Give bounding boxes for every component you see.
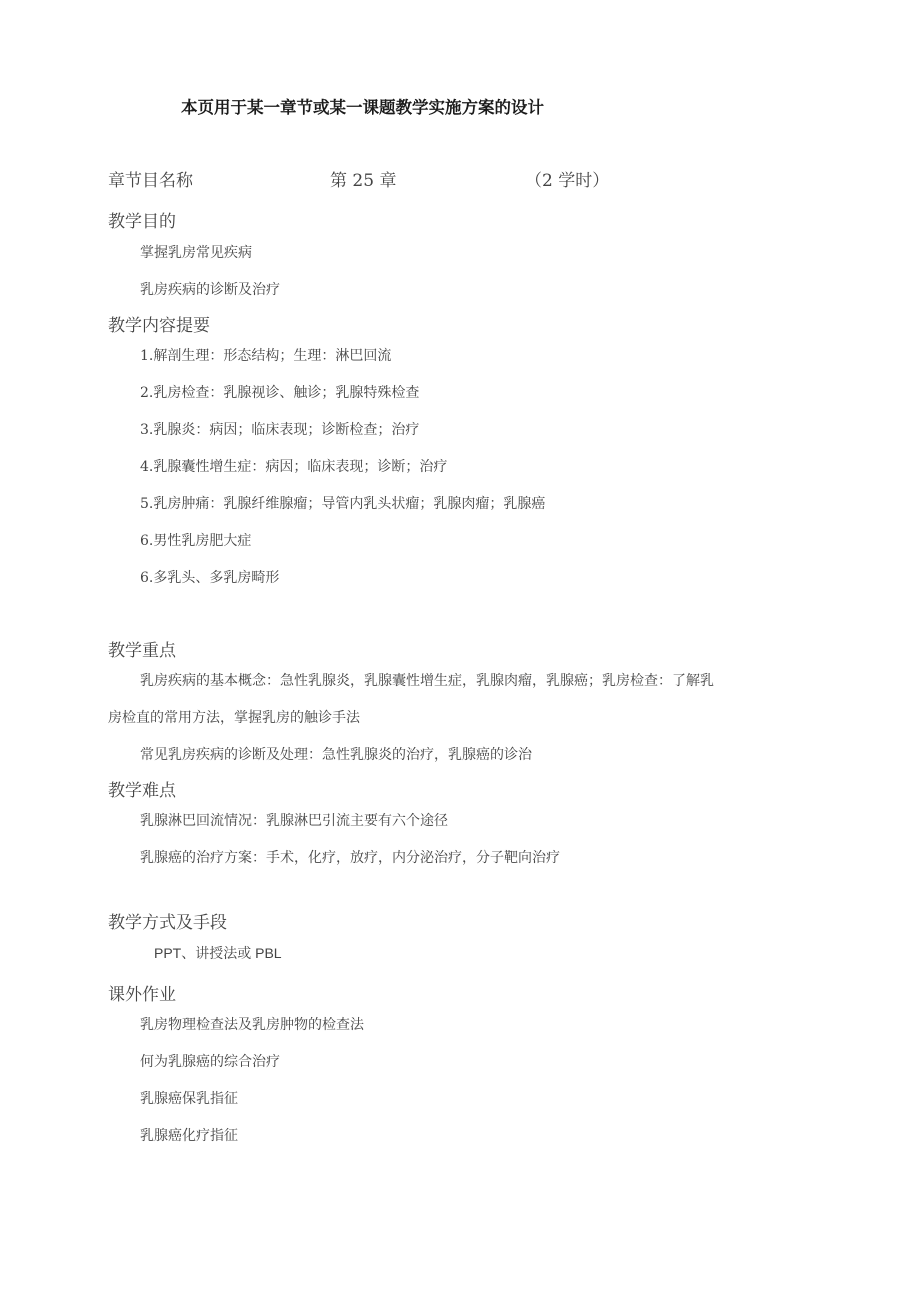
key-points-line: 房检直的常用方法，掌握乳房的触诊手法 xyxy=(108,710,360,726)
content-item: 6.男性乳房肥大症 xyxy=(140,533,252,549)
key-points-heading: 教学重点 xyxy=(108,641,176,661)
content-item: 1.解剖生理：形态结构；生理：淋巴回流 xyxy=(140,348,392,364)
objectives-heading: 教学目的 xyxy=(108,212,176,232)
homework-heading: 课外作业 xyxy=(108,985,176,1005)
objective-item: 乳房疾病的诊断及治疗 xyxy=(140,282,280,298)
difficulty-item: 乳腺癌的治疗方案：手术，化疗，放疗，内分泌治疗，分子靶向治疗 xyxy=(140,850,560,866)
chapter-label: 章节目名称 xyxy=(108,171,193,191)
content-item: 5.乳房肿痛：乳腺纤维腺瘤；导管内乳头状瘤；乳腺肉瘤；乳腺癌 xyxy=(140,496,546,512)
content-item: 2.乳房检查：乳腺视诊、触诊；乳腺特殊检查 xyxy=(140,385,420,401)
key-points-line: 常见乳房疾病的诊断及处理：急性乳腺炎的治疗，乳腺癌的诊治 xyxy=(140,747,532,763)
chapter-hours: （2 学时） xyxy=(525,171,610,191)
homework-item: 乳房物理检查法及乳房肿物的检查法 xyxy=(140,1017,364,1033)
page-title: 本页用于某一章节或某一课题教学实施方案的设计 xyxy=(181,98,544,117)
objective-item: 掌握乳房常见疾病 xyxy=(140,245,252,261)
homework-item: 乳腺癌保乳指征 xyxy=(140,1091,238,1107)
homework-item: 乳腺癌化疗指征 xyxy=(140,1128,238,1144)
methods-heading: 教学方式及手段 xyxy=(108,913,227,933)
content-item: 4.乳腺囊性增生症：病因；临床表现；诊断；治疗 xyxy=(140,459,448,475)
chapter-value: 第 25 章 xyxy=(330,171,397,191)
difficulty-item: 乳腺淋巴回流情况：乳腺淋巴引流主要有六个途径 xyxy=(140,813,448,829)
content-item: 6.多乳头、多乳房畸形 xyxy=(140,570,280,586)
content-heading: 教学内容提要 xyxy=(108,316,210,336)
difficulties-heading: 教学难点 xyxy=(108,781,176,801)
content-item: 3.乳腺炎：病因；临床表现；诊断检查；治疗 xyxy=(140,422,420,438)
key-points-line: 乳房疾病的基本概念：急性乳腺炎，乳腺囊性增生症，乳腺肉瘤，乳腺癌；乳房检查：了解乳 xyxy=(140,673,714,689)
methods-text: PPT、讲授法或 PBL xyxy=(154,945,282,961)
homework-item: 何为乳腺癌的综合治疗 xyxy=(140,1054,280,1070)
